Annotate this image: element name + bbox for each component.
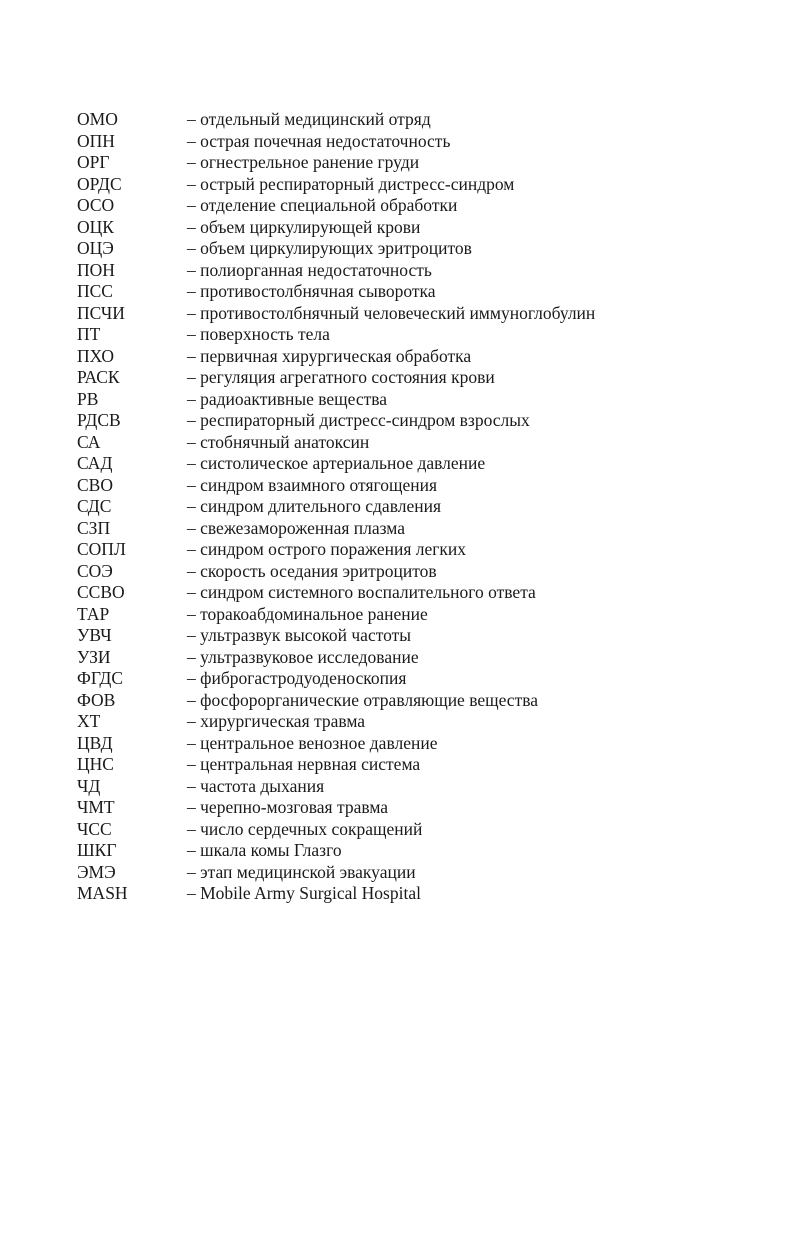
- abbreviation-row: [77, 432, 717, 454]
- abbreviation-row: [77, 819, 717, 841]
- abbreviation-row: [77, 690, 717, 712]
- abbreviation-term: ОПН: [77, 130, 115, 151]
- abbreviation-row: [77, 238, 717, 260]
- abbreviation-definition: – противостолбнячная сыворотка: [187, 281, 436, 301]
- abbreviation-definition: – респираторный дистресс-синдром взрослых: [187, 410, 530, 430]
- abbreviation-row: [77, 174, 717, 196]
- abbreviation-row: [77, 131, 717, 153]
- abbreviation-row: [77, 711, 717, 733]
- abbreviation-term: MASH: [77, 883, 128, 903]
- abbreviation-term: ЦНС: [77, 754, 114, 774]
- abbreviation-definition: – объем циркулирующих эритроцитов: [187, 238, 472, 258]
- abbreviation-definition: – скорость оседания эритроцитов: [187, 560, 437, 581]
- abbreviation-term: УВЧ: [77, 625, 112, 645]
- abbreviation-definition: – противостолбнячный человеческий иммуноглобулин: [187, 302, 596, 323]
- abbreviation-definition: – стобнячный анатоксин: [187, 431, 370, 452]
- abbreviation-term: ПСС: [77, 281, 113, 301]
- abbreviation-row: [77, 217, 717, 239]
- abbreviation-list: [77, 109, 717, 905]
- abbreviation-term: ЧД: [77, 775, 101, 796]
- abbreviation-term: ПХО: [77, 345, 115, 366]
- abbreviation-definition: – синдром системного воспалительного ответа: [187, 582, 536, 602]
- abbreviation-term: РДСВ: [77, 410, 121, 430]
- abbreviation-definition: – этап медицинской эвакуации: [187, 861, 416, 882]
- abbreviation-term: ЧСС: [77, 818, 112, 839]
- abbreviation-term: САД: [77, 453, 113, 473]
- abbreviation-term: РВ: [77, 388, 99, 409]
- abbreviation-term: ОСО: [77, 195, 115, 215]
- abbreviation-row: [77, 625, 717, 647]
- abbreviation-definition: – поверхность тела: [187, 324, 330, 344]
- abbreviation-definition: – синдром длительного сдавления: [187, 496, 442, 516]
- abbreviation-row: [77, 152, 717, 174]
- abbreviation-row: [77, 109, 717, 131]
- abbreviation-definition: – центральное венозное давление: [187, 732, 438, 753]
- abbreviation-term: СОЭ: [77, 560, 113, 581]
- abbreviation-row: [77, 862, 717, 884]
- abbreviation-row: [77, 539, 717, 561]
- abbreviation-term: ПСЧИ: [77, 302, 125, 323]
- abbreviation-definition: – свежезамороженная плазма: [187, 517, 406, 538]
- abbreviation-definition: – острый респираторный дистресс-синдром: [187, 173, 515, 194]
- abbreviation-row: [77, 260, 717, 282]
- abbreviation-term: СОПЛ: [77, 539, 126, 559]
- abbreviation-definition: – число сердечных сокращений: [187, 818, 423, 839]
- abbreviation-term: ПОН: [77, 259, 115, 280]
- abbreviation-definition: – полиорганная недостаточность: [187, 259, 432, 280]
- abbreviation-row: [77, 797, 717, 819]
- abbreviation-term: РАСК: [77, 367, 120, 387]
- abbreviation-row: [77, 647, 717, 669]
- abbreviation-definition: – радиоактивные вещества: [187, 388, 388, 409]
- abbreviation-definition: – шкала комы Глазго: [187, 840, 342, 860]
- abbreviation-definition: – острая почечная недостаточность: [187, 130, 451, 151]
- abbreviation-term: ОЦК: [77, 216, 114, 237]
- abbreviation-row: [77, 389, 717, 411]
- abbreviation-row: [77, 475, 717, 497]
- abbreviation-definition: – черепно-мозговая травма: [187, 797, 389, 817]
- abbreviation-definition: – объем циркулирующей крови: [187, 216, 421, 237]
- abbreviation-term: ОРДС: [77, 173, 122, 194]
- abbreviation-row: [77, 561, 717, 583]
- abbreviation-term: ОМО: [77, 109, 118, 129]
- abbreviation-term: ЭМЭ: [77, 861, 116, 882]
- abbreviation-definition: – фиброгастродуоденоскопия: [187, 668, 407, 688]
- abbreviation-definition: – торакоабдоминальное ранение: [187, 603, 428, 624]
- abbreviation-term: ОЦЭ: [77, 238, 114, 258]
- abbreviation-definition: – отдельный медицинский отряд: [187, 109, 431, 129]
- abbreviation-term: СВО: [77, 474, 113, 495]
- abbreviation-term: ЧМТ: [77, 797, 115, 817]
- abbreviation-definition: – первичная хирургическая обработка: [187, 345, 472, 366]
- abbreviation-row: [77, 324, 717, 346]
- abbreviation-row: [77, 453, 717, 475]
- abbreviation-definition: – фосфорорганические отравляющие вещества: [187, 689, 539, 710]
- abbreviation-row: [77, 518, 717, 540]
- abbreviation-row: [77, 776, 717, 798]
- abbreviation-row: [77, 410, 717, 432]
- abbreviation-row: [77, 496, 717, 518]
- abbreviation-term: ХТ: [77, 711, 101, 731]
- abbreviation-row: [77, 733, 717, 755]
- abbreviation-row: [77, 195, 717, 217]
- abbreviation-definition: – синдром острого поражения легких: [187, 539, 467, 559]
- abbreviation-definition: – Mobile Army Surgical Hospital: [187, 883, 421, 903]
- abbreviation-definition: – систолическое артериальное давление: [187, 453, 486, 473]
- abbreviation-definition: – ультразвуковое исследование: [187, 646, 419, 667]
- abbreviation-term: СЗП: [77, 517, 111, 538]
- abbreviation-definition: – частота дыхания: [187, 775, 325, 796]
- abbreviation-row: [77, 281, 717, 303]
- abbreviation-term: ТАР: [77, 603, 110, 624]
- abbreviation-definition: – огнестрельное ранение груди: [187, 152, 420, 172]
- abbreviation-definition: – отделение специальной обработки: [187, 195, 458, 215]
- abbreviation-definition: – синдром взаимного отягощения: [187, 474, 438, 495]
- abbreviation-term: ПТ: [77, 324, 101, 344]
- abbreviation-term: СДС: [77, 496, 112, 516]
- abbreviation-term: ОРГ: [77, 152, 110, 172]
- abbreviation-row: [77, 367, 717, 389]
- abbreviation-row: [77, 604, 717, 626]
- abbreviation-row: [77, 754, 717, 776]
- abbreviation-term: ССВО: [77, 582, 125, 602]
- abbreviation-term: СА: [77, 431, 101, 452]
- abbreviation-row: [77, 840, 717, 862]
- abbreviation-row: [77, 668, 717, 690]
- abbreviation-definition: – центральная нервная система: [187, 754, 421, 774]
- abbreviation-term: ШКГ: [77, 840, 117, 860]
- abbreviation-definition: – регуляция агрегатного состояния крови: [187, 367, 495, 387]
- abbreviation-term: ФОВ: [77, 689, 116, 710]
- abbreviation-definition: – ультразвук высокой частоты: [187, 625, 412, 645]
- abbreviation-row: [77, 303, 717, 325]
- abbreviation-term: УЗИ: [77, 646, 111, 667]
- abbreviation-row: [77, 582, 717, 604]
- abbreviation-term: ФГДС: [77, 668, 124, 688]
- abbreviation-term: ЦВД: [77, 732, 113, 753]
- abbreviation-definition: – хирургическая травма: [187, 711, 366, 731]
- abbreviation-row: [77, 883, 717, 905]
- abbreviation-row: [77, 346, 717, 368]
